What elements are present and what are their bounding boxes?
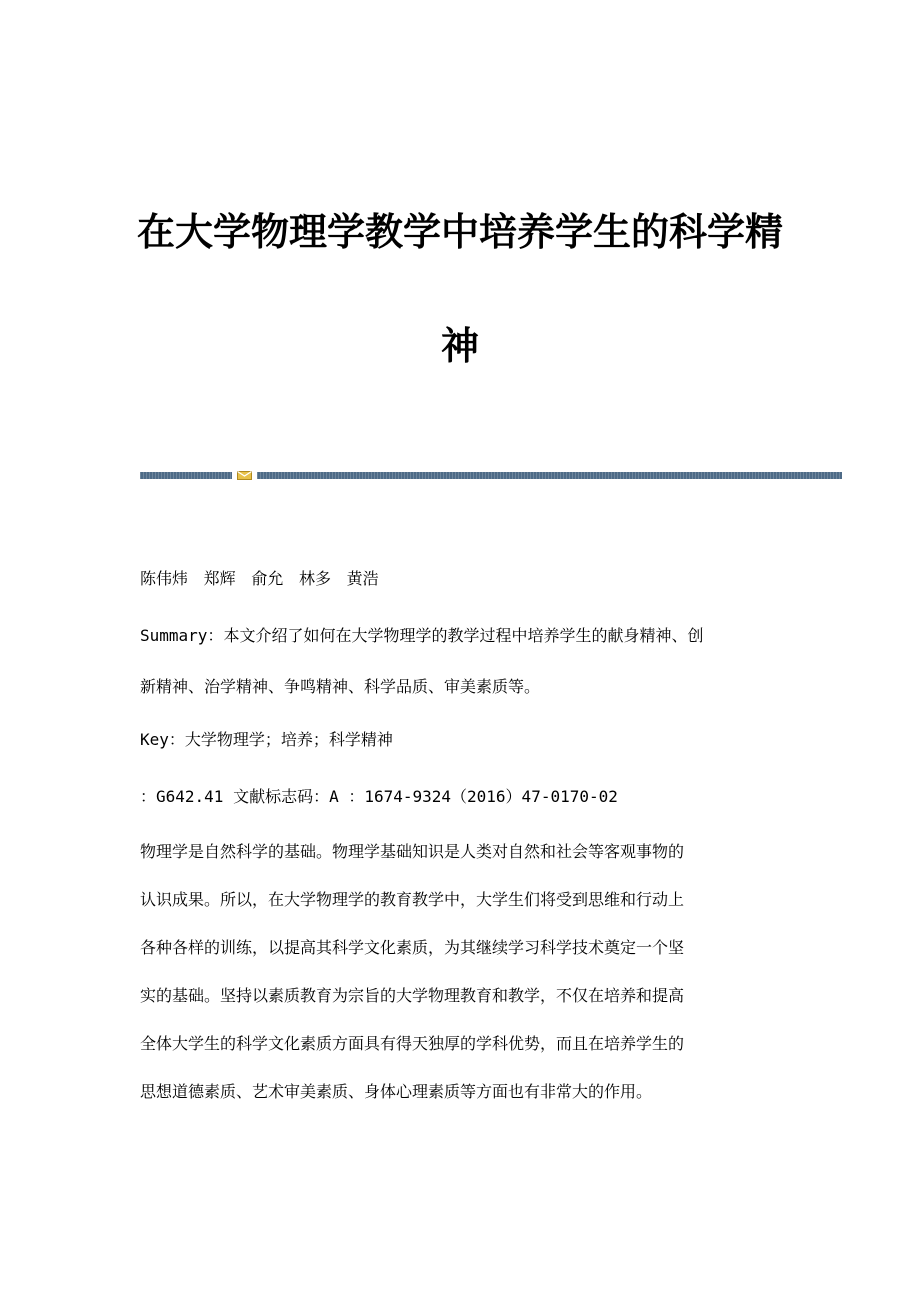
summary-text: 本文介绍了如何在大学物理学的教学过程中培养学生的献身精神、创 <box>223 626 704 645</box>
author-name: 俞允 <box>251 569 284 588</box>
title-line-2: 神 <box>440 323 479 368</box>
divider-bar-right <box>257 472 842 479</box>
author-name: 郑辉 <box>203 569 236 588</box>
paragraph-line: 思想道德素质、艺术审美素质、身体心理素质等方面也有非常大的作用。 <box>140 1082 653 1101</box>
divider-bar-left <box>140 472 232 479</box>
author-name: 林多 <box>298 569 331 588</box>
keywords-label: Key： <box>140 730 185 749</box>
summary-line-1 <box>140 624 790 648</box>
author-list <box>140 567 790 591</box>
keywords-line <box>140 728 790 752</box>
keywords-text: 大学物理学；培养；科学精神 <box>184 730 393 749</box>
paragraph-line: 认识成果。所以，在大学物理学的教育教学中，大学生们将受到思维和行动上 <box>140 890 685 909</box>
title-line-1: 在大学物理学教学中培养学生的科学精 <box>136 209 783 254</box>
paragraph-line: 实的基础。坚持以素质教育为宗旨的大学物理教育和教学，不仅在培养和提高 <box>140 986 685 1005</box>
paragraph-line: 全体大学生的科学文化素质方面具有得天独厚的学科优势，而且在培养学生的 <box>140 1034 685 1053</box>
title-divider <box>140 470 842 481</box>
document-title <box>100 209 820 368</box>
envelope-ornament-icon <box>237 470 252 481</box>
author-name: 陈伟炜 <box>140 569 189 588</box>
paragraph-line: 各种各样的训练，以提高其科学文化素质，为其继续学习科学技术奠定一个坚 <box>140 938 685 957</box>
classification-line: ：G642.41 文献标志码：A ：1674-9324（2016）47-0170-02 <box>140 787 618 806</box>
summary-label: Summary： <box>140 626 224 645</box>
author-name: 黄浩 <box>346 569 379 588</box>
paragraph-line: 物理学是自然科学的基础。物理学基础知识是人类对自然和社会等客观事物的 <box>140 842 685 861</box>
summary-line-2: 新精神、治学精神、争鸣精神、科学品质、审美素质等。 <box>140 677 541 696</box>
body-paragraph <box>140 840 790 1128</box>
